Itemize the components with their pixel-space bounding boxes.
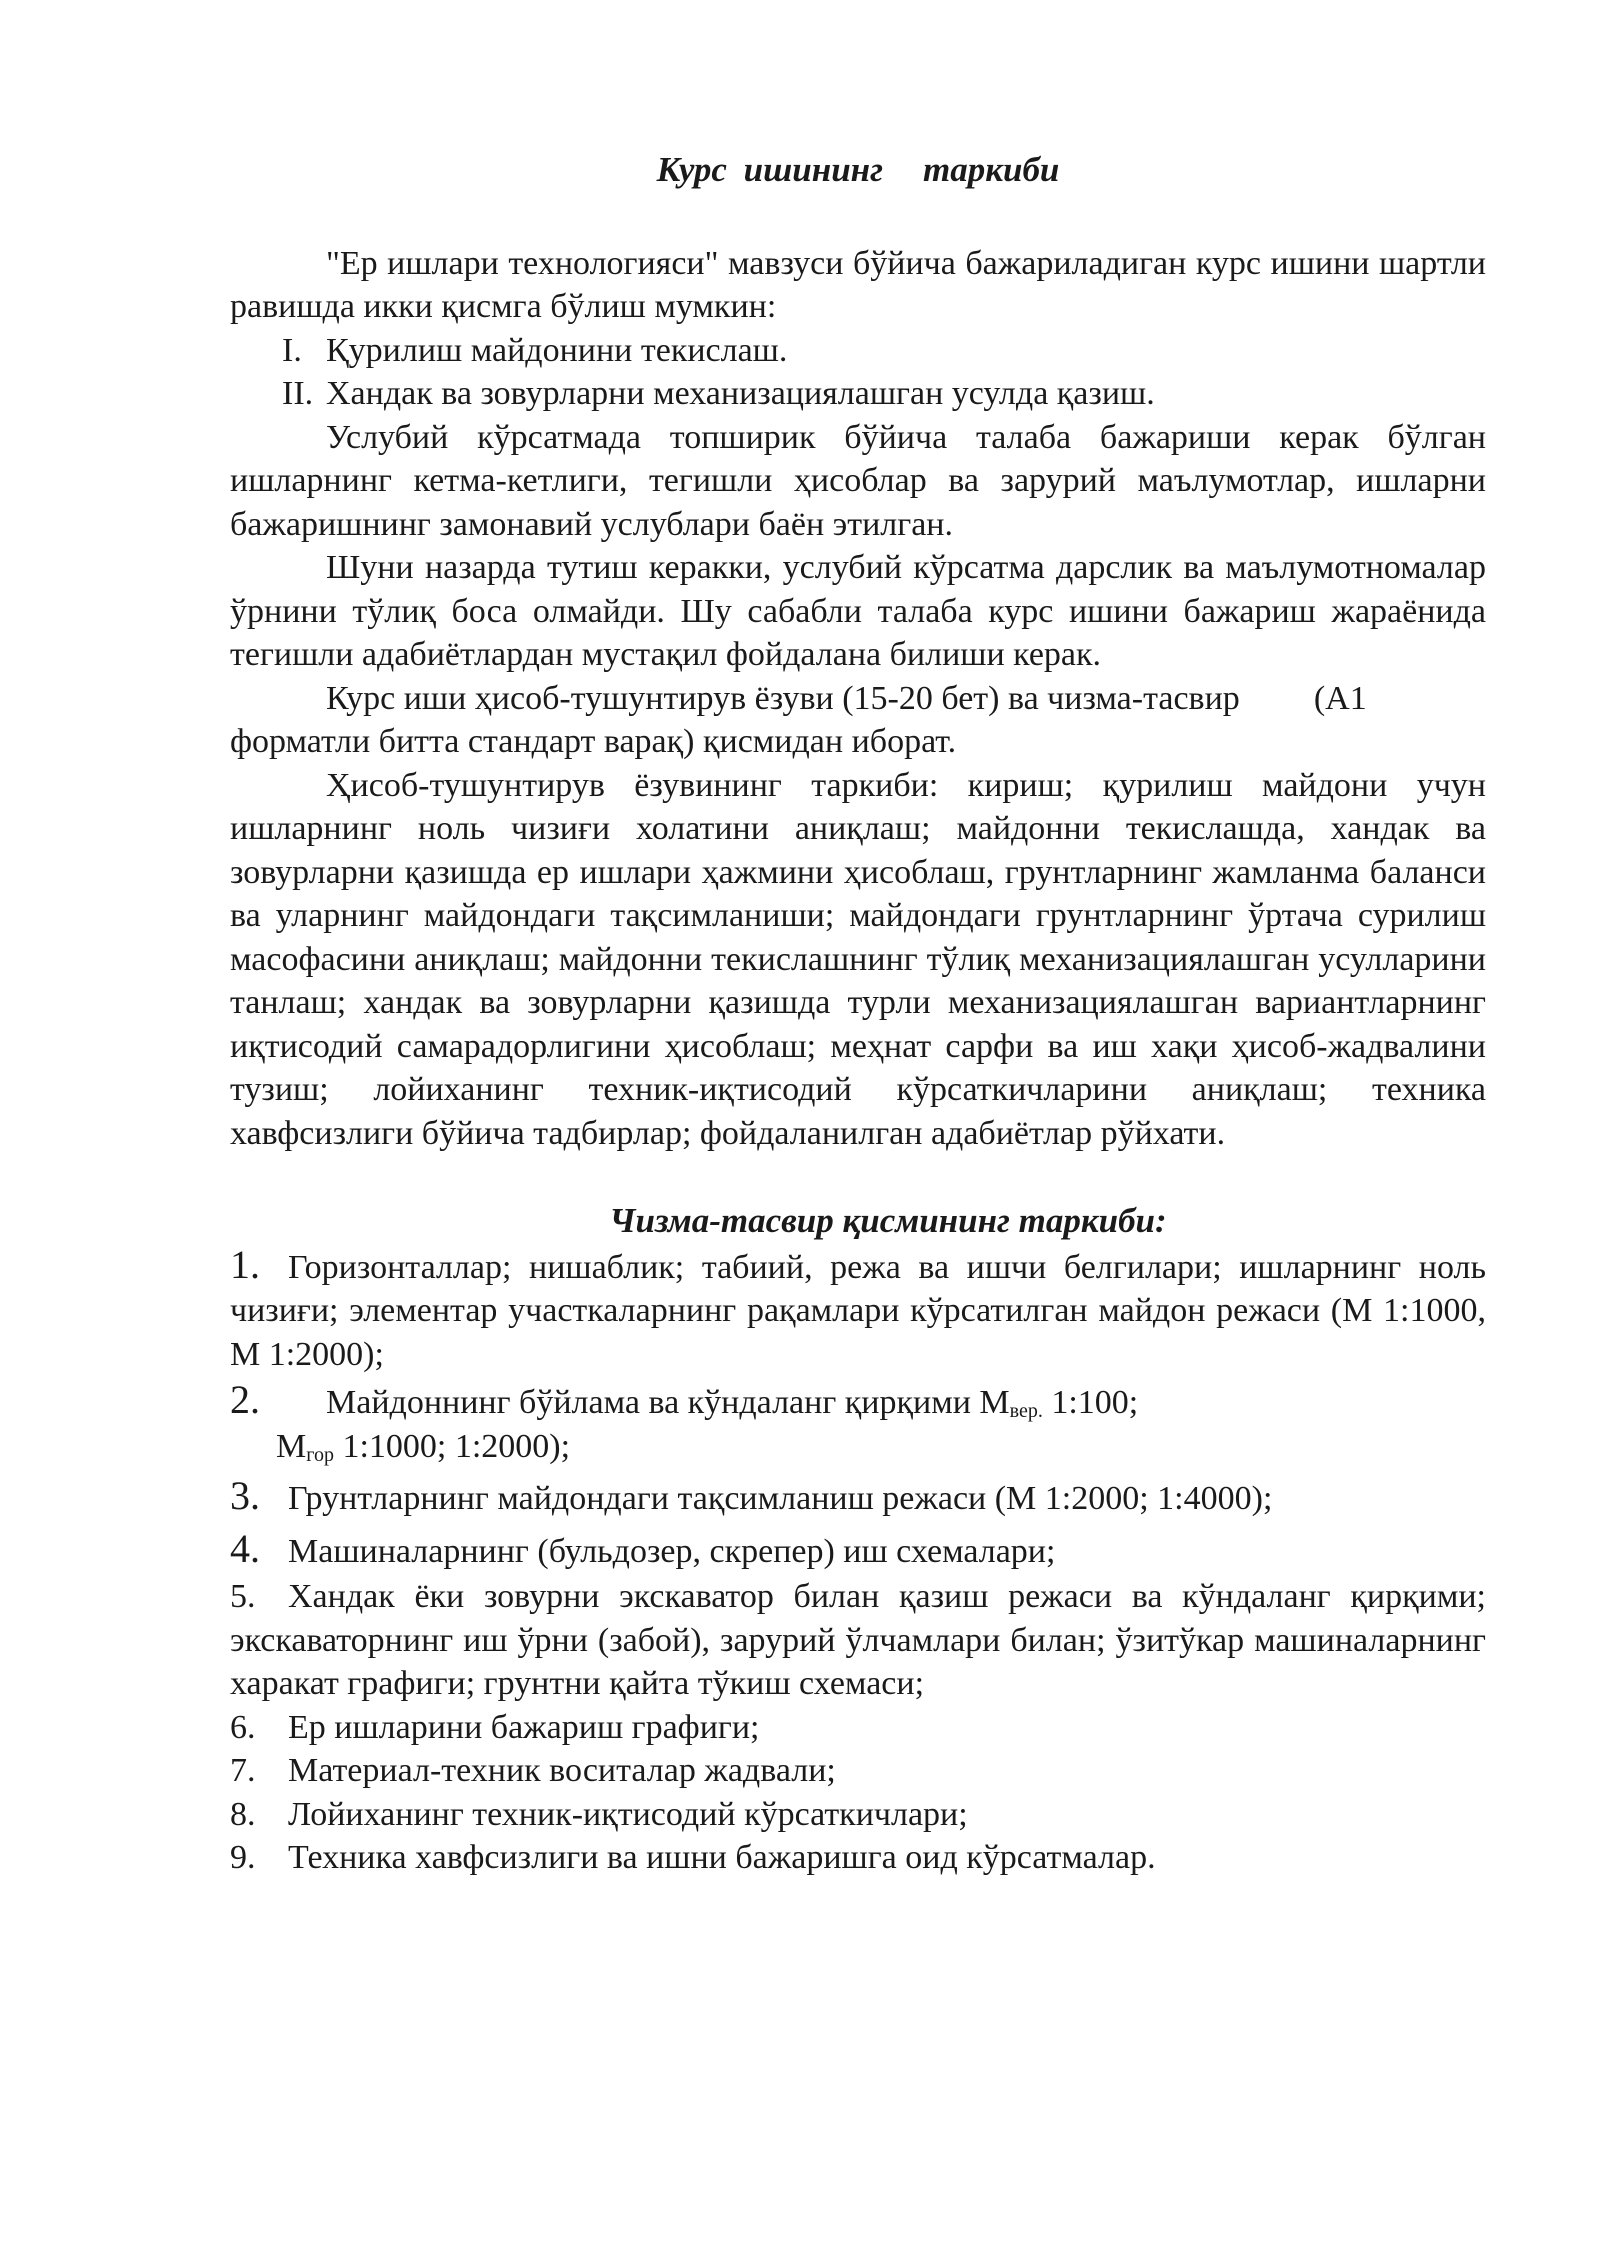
- part-text: Қурилиш майдонини текислаш.: [326, 331, 788, 369]
- list-text: М: [276, 1427, 307, 1465]
- course-text-b: (А1: [1313, 679, 1367, 717]
- list-item-1: [230, 1243, 1486, 1377]
- part-item-1: [230, 329, 1486, 373]
- part-number: I.: [282, 331, 302, 369]
- list-number: 1.: [230, 1241, 260, 1287]
- list-item-9: [230, 1836, 1486, 1880]
- list-text: Материал-техник воситалар жадвали;: [288, 1752, 836, 1789]
- list-number: 3.: [230, 1473, 260, 1518]
- list-item-4: [230, 1527, 1486, 1574]
- contents-paragraph: Ҳисоб-тушунтирув ёзувининг таркиби: кириш; қурилиш майдони учун ишларнинг ноль чизиғи холатини аниқлаш; майдонни текислашда, хандак ва зовурларни қазишда ер ишлари ҳажмини ҳисоблаш, грунтларнинг жамланма баланси ва уларнинг майдондаги тақсимланиши; майдондаги грунтларнинг ўртача сурилиш масофасини аниқлаш; майдонни текислашнинг тўлиқ механизациялашган усулларини танлаш; хандак ва зовурларни қазишда турли механизациялашган вариантларнинг иқтисодий самарадорлигини ҳисоблаш; меҳнат сарфи ва иш хақи ҳисоб-жадвалини тузиш; лойиханинг техник-иқтисодий кўрсаткичларини аниқлаш; техника хавфсизлиги бўйича тадбирлар; фойдаланилган адабиётлар рўйхати.: [230, 766, 1486, 1152]
- method-paragraph: Услубий кўрсатмада топширик бўйича талаба бажариши керак бўлган ишларнинг кетма-кетлиги, тегишли ҳисоблар ва зарурий маълумотлар, ишларни бажаришнинг замонавий услублари баён этилган.: [230, 418, 1486, 543]
- list-item-3: [230, 1474, 1486, 1521]
- course-paragraph: [230, 677, 1486, 721]
- list-item-6: [230, 1706, 1486, 1750]
- list-text: Майдоннинг бўйлама ва кўндаланг қирқими М: [326, 1384, 1010, 1421]
- part-item-2: [230, 372, 1486, 416]
- intro-paragraph: "Ер ишлари технологияси" мавзуси бўйича бажариладиган курс ишини шартли равишда икки қисмга бўлиш мумкин:: [230, 244, 1486, 325]
- part-text: Хандак ва зовурларни механизациялашган усулда қазиш.: [326, 375, 1155, 412]
- document-page: [230, 148, 1486, 1880]
- list-item-2-line-2: [230, 1425, 1486, 1469]
- note-paragraph: Шуни назарда тутиш керакки, услубий кўрсатма дарслик ва маълумотномалар ўрнини тўлиқ боса олмайди. Шу сабабли талаба курс ишини бажариш жараёнида тегишли адабиётлардан мустақил фойдалана билиши керак.: [230, 549, 1486, 673]
- list-text: Ер ишларини бажариш графиги;: [288, 1708, 760, 1746]
- list-item-2: [230, 1378, 1486, 1468]
- list-number: 9.: [230, 1839, 256, 1876]
- part-number: II.: [282, 375, 314, 412]
- section-title: Чизма-тасвир қисмининг таркиби:: [609, 1201, 1167, 1240]
- page-title: [230, 148, 1486, 192]
- list-text: Машиналарнинг (бульдозер, скрепер) иш схемалари;: [288, 1532, 1056, 1570]
- list-text: 1:1000; 1:2000);: [342, 1427, 571, 1465]
- list-text: Лойиханинг техник-иқтисодий кўрсаткичлари;: [288, 1795, 968, 1833]
- list-item-8: [230, 1793, 1486, 1837]
- list-text: Горизонталлар; нишаблик; табиий, режа ва ишчи белгилари; ишларнинг ноль чизиғи; элементар участкаларнинг рақамлари кўрсатилган майдон режаси (М 1:1000, М 1:2000);: [230, 1248, 1486, 1373]
- course-text-a: Курс иши ҳисоб-тушунтирув ёзуви (15-20 бет) ва чизма-тасвир: [326, 679, 1240, 717]
- list-number: 5.: [230, 1578, 256, 1615]
- list-number: 6.: [230, 1708, 256, 1746]
- list-subscript: гор: [306, 1443, 334, 1466]
- list-subscript: вер.: [1009, 1400, 1043, 1422]
- title-part-2: таркиби: [923, 150, 1060, 189]
- list-number: 7.: [230, 1752, 256, 1789]
- title-part-1: Курс ишининг: [656, 150, 884, 189]
- list-text: Грунтларнинг майдондаги тақсимланиш режаси (М 1:2000; 1:4000);: [288, 1480, 1273, 1517]
- list-number: 2.: [230, 1377, 260, 1422]
- list-text: Хандак ёки зовурни экскаватор билан қазиш режаси ва кўндаланг қирқими; экскаваторнинг иш ўрни (забой), зарурий ўлчамлари билан; ўзитўкар машиналарнинг харакат графиги; грунтни қайта тўкиш схемаси;: [230, 1578, 1486, 1702]
- course-paragraph-cont: форматли битта стандарт варақ) қисмидан иборат.: [230, 723, 957, 760]
- list-item-7: [230, 1749, 1486, 1793]
- list-text: Техника хавфсизлиги ва ишни бажаришга оид кўрсатмалар.: [288, 1839, 1156, 1876]
- list-number: 4.: [230, 1525, 260, 1571]
- list-number: 8.: [230, 1795, 256, 1833]
- list-item-5: [230, 1575, 1486, 1706]
- list-text: 1:100;: [1051, 1384, 1139, 1421]
